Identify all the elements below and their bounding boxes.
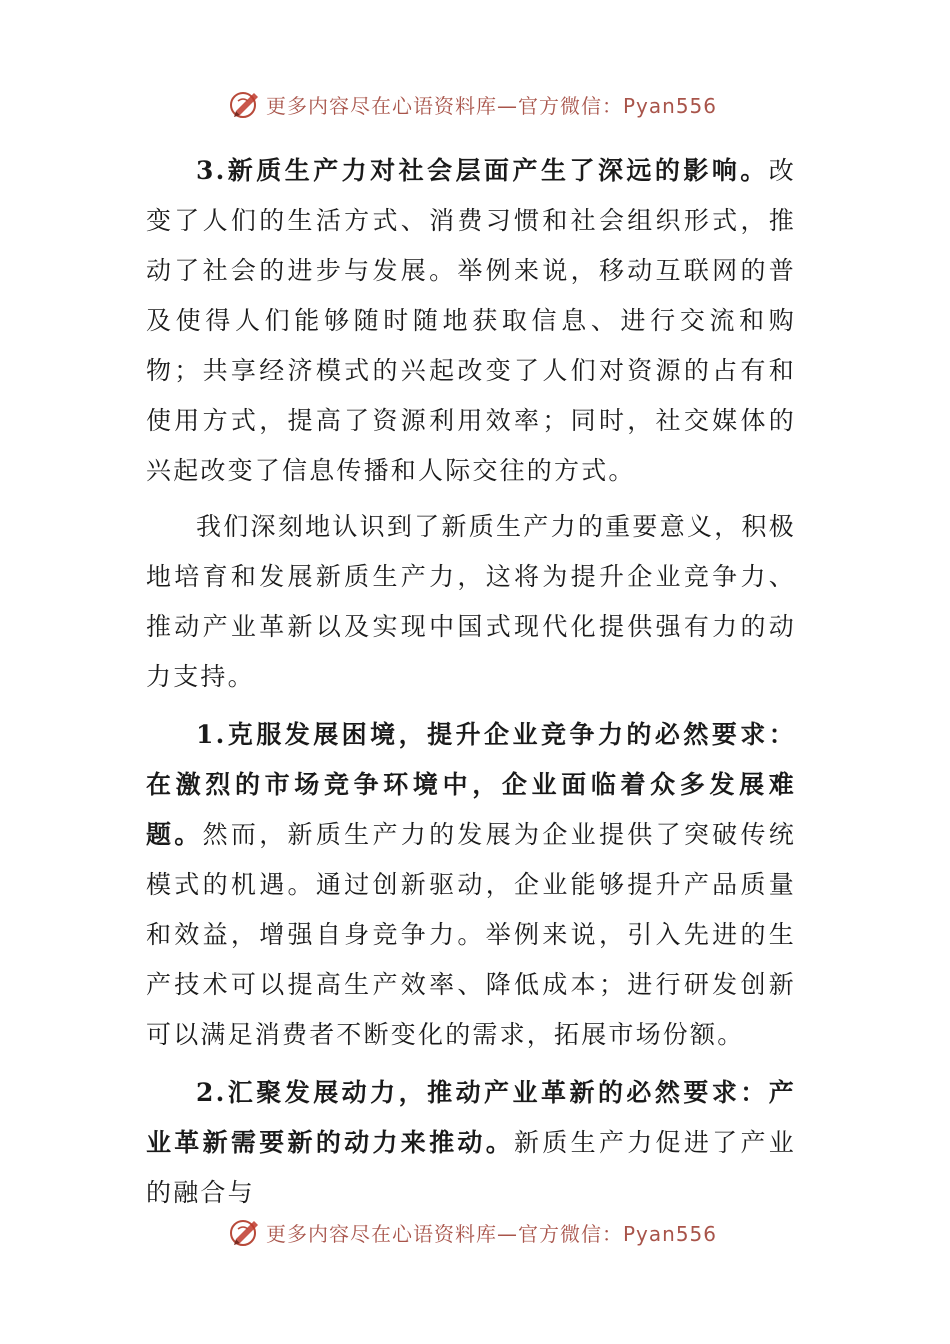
paragraph-heading: 2.汇聚发展动力，推动产业革新的必然要求：产业革新需要新的动力来推动。 [146, 1078, 796, 1157]
paragraph-social-impact [146, 146, 796, 496]
paragraph-text: 改变了人们的生活方式、消费习惯和社会组织形式，推动了社会的进步与发展。举例来说，移动互联网的普及使得人们能够随时随地获取信息、进行交流和购物；共享经济模式的兴起改变了人们对资源的占有和使用方式，提高了资源利用效率；同时，社交媒体的兴起改变了信息传播和人际交往的方式。 [146, 156, 796, 485]
paragraph-text: 新质生产力促进了产业的融合与 [146, 1128, 796, 1207]
watermark-wechat-id: Pyan556 [623, 1221, 718, 1246]
paragraph-enterprise-competitiveness [146, 710, 796, 1060]
paragraph-industry-innovation [146, 1068, 796, 1218]
paragraph-text: 我们深刻地认识到了新质生产力的重要意义，积极地培育和发展新质生产力，这将为提升企业竞争力、推动产业革新以及实现中国式现代化提供强有力的动力支持。 [146, 512, 796, 691]
paragraph-significance [146, 502, 796, 702]
document-body [146, 146, 796, 1218]
watermark-footer [228, 1212, 748, 1252]
pen-logo-icon [228, 1215, 262, 1249]
watermark-text: 更多内容尽在心语资料库—官方微信：Pyan556 [266, 93, 718, 118]
pen-logo-icon [228, 87, 262, 121]
paragraph-heading: 3.新质生产力对社会层面产生了深远的影响。 [196, 156, 769, 185]
paragraph-text: 然而，新质生产力的发展为企业提供了突破传统模式的机遇。通过创新驱动，企业能够提升产品质量和效益，增强自身竞争力。举例来说，引入先进的生产技术可以提高生产效率、降低成本；进行研发创新可以满足消费者不断变化的需求，拓展市场份额。 [146, 820, 797, 1049]
watermark-header [228, 84, 748, 124]
watermark-text: 更多内容尽在心语资料库—官方微信：Pyan556 [266, 1221, 718, 1246]
watermark-wechat-id: Pyan556 [623, 93, 718, 118]
paragraph-heading: 1.克服发展困境，提升企业竞争力的必然要求：在激烈的市场竞争环境中，企业面临着众多发展难题。 [146, 720, 796, 849]
